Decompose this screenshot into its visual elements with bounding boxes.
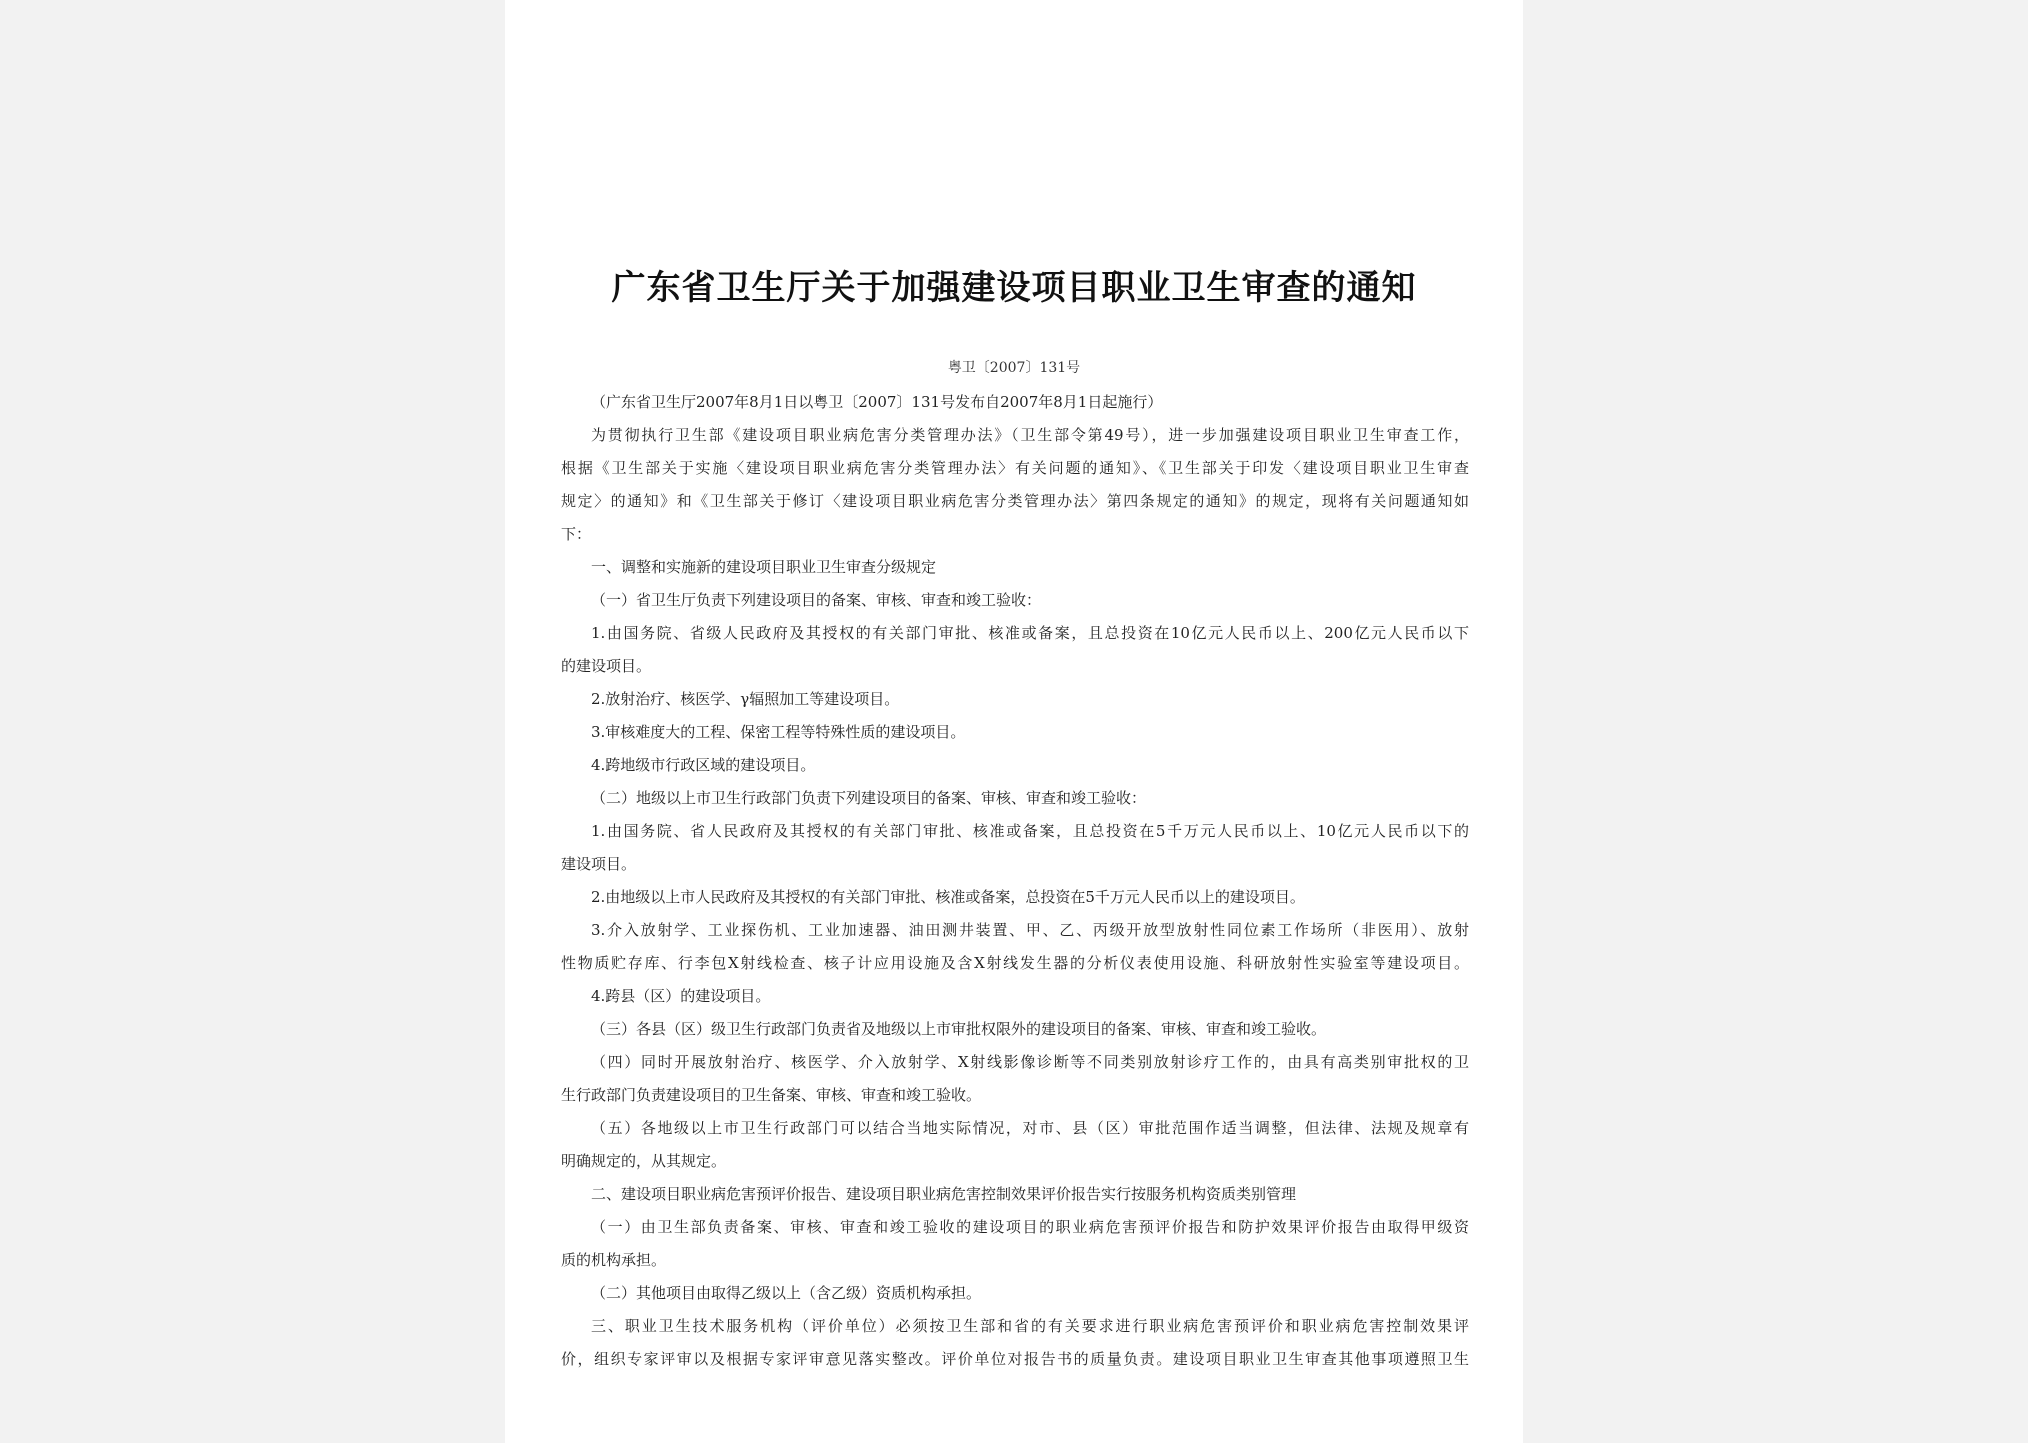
list-item-line: 1.由国务院、省级人民政府及其授权的有关部门审批、核准或备案，且总投资在10亿元人民币以上、200亿元人民币以下: [591, 624, 1469, 642]
paragraph-line: 规定〉的通知》和《卫生部关于修订〈建设项目职业病危害分类管理办法〉第四条规定的通知》的规定，现将有关问题通知如: [561, 492, 1469, 510]
list-item-line: 的建设项目。: [561, 657, 652, 675]
document-body: [561, 386, 1469, 1376]
subsection-heading: （一）由卫生部负责备案、审核、审查和竣工验收的建设项目的职业病危害预评价报告和防护效果评价报告由取得甲级资: [591, 1218, 1469, 1236]
document-page: [505, 0, 1523, 1443]
list-item-line: 1.由国务院、省人民政府及其授权的有关部门审批、核准或备案，且总投资在5千万元人民币以上、10亿元人民币以下的: [591, 822, 1469, 840]
paragraph-line: 下：: [561, 525, 592, 543]
section-heading: 二、建设项目职业病危害预评价报告、建设项目职业病危害控制效果评价报告实行按服务机构资质类别管理: [591, 1185, 1297, 1203]
paragraph-line: 明确规定的，从其规定。: [561, 1152, 727, 1170]
paragraph-line: 价，组织专家评审以及根据专家评审意见落实整改。评价单位对报告书的质量负责。建设项目职业卫生审查其他事项遵照卫生: [561, 1350, 1469, 1368]
list-item-line: 3.介入放射学、工业探伤机、工业加速器、油田测井装置、甲、乙、丙级开放型放射性同位素工作场所（非医用）、放射: [591, 921, 1469, 939]
subsection-heading: （二）其他项目由取得乙级以上（含乙级）资质机构承担。: [591, 1284, 982, 1302]
list-item-line: 4.跨县（区）的建设项目。: [591, 987, 771, 1005]
subsection-heading: （二）地级以上市卫生行政部门负责下列建设项目的备案、审核、审查和竣工验收：: [591, 789, 1147, 807]
paragraph-line: 生行政部门负责建设项目的卫生备案、审核、审查和竣工验收。: [561, 1086, 982, 1104]
subsection-heading: （四）同时开展放射治疗、核医学、介入放射学、X射线影像诊断等不同类别放射诊疗工作的，由具有高类别审批权的卫: [591, 1053, 1469, 1071]
issuance-note: （广东省卫生厅2007年8月1日以粤卫〔2007〕131号发布自2007年8月1日起施行）: [591, 393, 1163, 411]
list-item-line: 2.由地级以上市人民政府及其授权的有关部门审批、核准或备案，总投资在5千万元人民币以上的建设项目。: [591, 888, 1305, 906]
paragraph-line: 质的机构承担。: [561, 1251, 667, 1269]
subsection-heading: （三）各县（区）级卫生行政部门负责省及地级以上市审批权限外的建设项目的备案、审核、审查和竣工验收。: [591, 1020, 1327, 1038]
list-item-line: 4.跨地级市行政区域的建设项目。: [591, 756, 816, 774]
section-heading: 三、职业卫生技术服务机构（评价单位）必须按卫生部和省的有关要求进行职业病危害预评价和职业病危害控制效果评: [591, 1317, 1469, 1335]
list-item-line: 性物质贮存库、行李包X射线检查、核子计应用设施及含X射线发生器的分析仪表使用设施、科研放射性实验室等建设项目。: [561, 954, 1469, 972]
list-item-line: 3.审核难度大的工程、保密工程等特殊性质的建设项目。: [591, 723, 966, 741]
subsection-heading: （五）各地级以上市卫生行政部门可以结合当地实际情况，对市、县（区）审批范围作适当调整，但法律、法规及规章有: [591, 1119, 1469, 1137]
subsection-heading: （一）省卫生厅负责下列建设项目的备案、审核、审查和竣工验收：: [591, 591, 1042, 609]
document-title: 广东省卫生厅关于加强建设项目职业卫生审查的通知: [611, 268, 1417, 308]
paragraph-line: 为贯彻执行卫生部《建设项目职业病危害分类管理办法》（卫生部令第49号），进一步加强建设项目职业卫生审查工作，: [591, 426, 1469, 444]
list-item-line: 2.放射治疗、核医学、γ辐照加工等建设项目。: [591, 690, 900, 708]
list-item-line: 建设项目。: [561, 855, 637, 873]
document-number: 粤卫〔2007〕131号: [947, 360, 1081, 376]
paragraph-line: 根据《卫生部关于实施〈建设项目职业病危害分类管理办法〉有关问题的通知》、《卫生部关于印发〈建设项目职业卫生审查: [561, 459, 1469, 477]
section-heading: 一、调整和实施新的建设项目职业卫生审查分级规定: [591, 558, 937, 576]
